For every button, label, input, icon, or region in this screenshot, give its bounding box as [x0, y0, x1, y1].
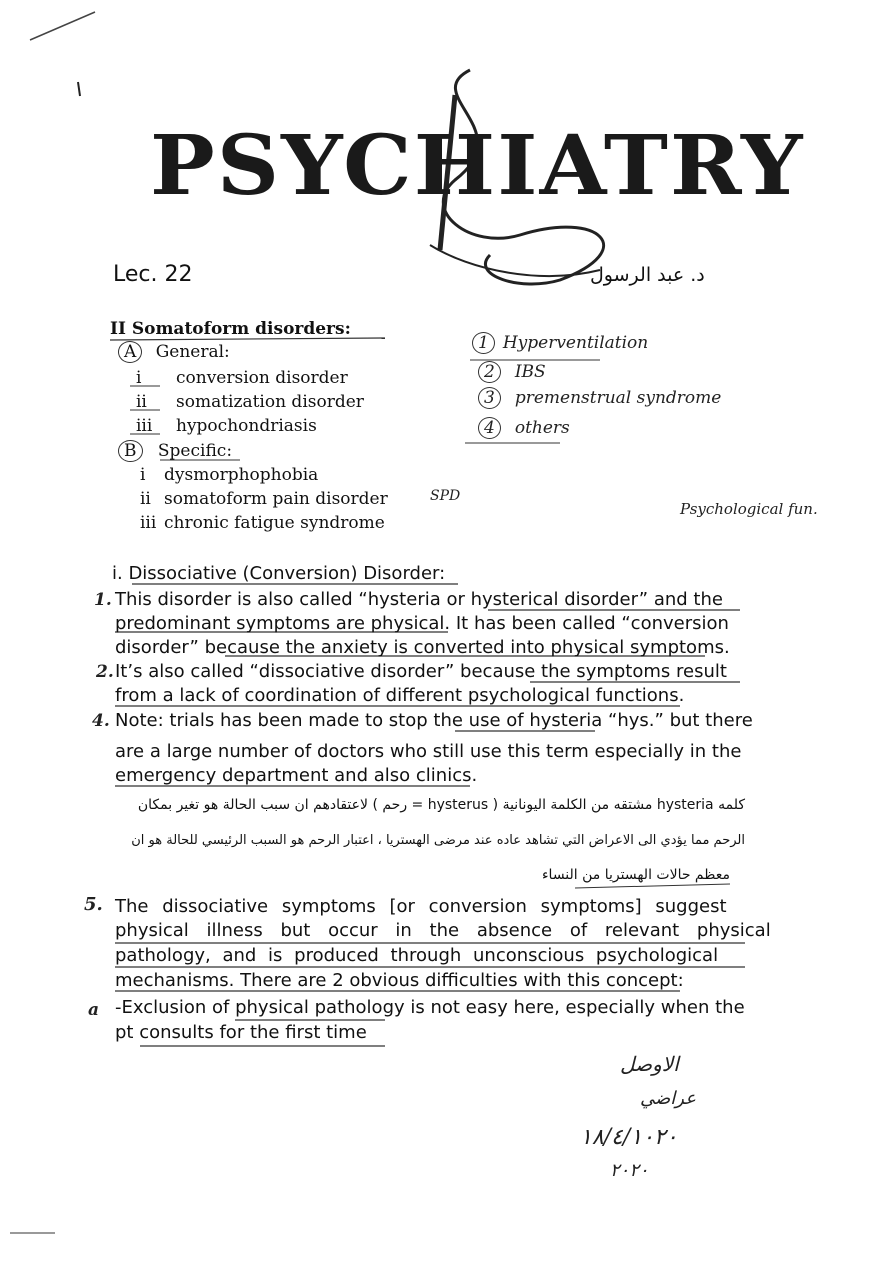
handwritten-number: 2	[478, 361, 501, 383]
paragraph-marker: 1.	[94, 590, 112, 610]
item-number: iii	[136, 416, 153, 436]
specific-marker: B	[118, 440, 143, 462]
page-title: PSYCHIATRY	[150, 118, 805, 214]
arabic-note-line: كلمه hysteria مشتقه من الكلمة اليونانية ( hysterus = رحم ) لاعتقادهم ان سبب الحالة هو تغير بمكان	[137, 797, 745, 813]
specific-label	[118, 441, 232, 461]
signature-year: ٢٠٢٠	[610, 1160, 649, 1181]
spd-note: SPD	[430, 488, 461, 504]
handwritten-item	[478, 388, 721, 408]
handwritten-text: premenstrual syndrome	[514, 388, 722, 408]
paragraph-line: Note: trials has been made to stop the use of hysteria “hys.” but there	[115, 710, 753, 731]
outline-heading: II Somatoform disorders:	[110, 319, 351, 339]
paragraph-line: This disorder is also called “hysteria or hysterical disorder” and the	[115, 589, 723, 610]
handwritten-text: IBS	[514, 362, 546, 382]
item-text: conversion disorder	[176, 368, 348, 388]
item-number: iii	[140, 513, 157, 533]
handwritten-number: 1	[472, 332, 495, 354]
specific-item	[140, 513, 385, 533]
general-item	[136, 392, 364, 412]
handwritten-item	[478, 418, 570, 438]
paragraph-line: disorder” because the anxiety is converted into physical symptoms.	[115, 637, 730, 658]
handwritten-text: Hyperventilation	[502, 333, 649, 353]
handwritten-item	[472, 333, 648, 353]
item-text: chronic fatigue syndrome	[164, 513, 385, 533]
paragraph-line: physical illness but occur in the absence of relevant physical	[115, 920, 771, 941]
general-marker: A	[118, 341, 142, 363]
item-text: somatoform pain disorder	[164, 489, 388, 509]
paragraph-line: It’s also called “dissociative disorder” because the symptoms result	[115, 661, 727, 682]
general-label	[118, 342, 230, 362]
paragraph-marker: a	[88, 1000, 100, 1020]
arabic-note-line: معظم حالات الهستريا من النساء	[541, 867, 730, 883]
paragraph-line: mechanisms. There are 2 obvious difficulties with this concept:	[115, 970, 684, 991]
handwritten-text: others	[514, 418, 570, 438]
general-text: General:	[155, 342, 230, 362]
paragraph-line: are a large number of doctors who still use this term especially in the	[115, 741, 742, 762]
item-number: ii	[136, 392, 147, 412]
paragraph-marker: 2.	[96, 662, 114, 682]
lecture-number: Lec. 22	[113, 262, 193, 287]
specific-item	[140, 489, 388, 509]
paragraph-line: -Exclusion of physical pathology is not easy here, especially when the	[115, 997, 745, 1018]
item-number: ii	[140, 489, 151, 509]
item-number: i	[140, 465, 146, 485]
paragraph-marker: 4.	[92, 711, 110, 731]
handwritten-number: 3	[478, 387, 501, 409]
item-number: i	[136, 368, 142, 388]
psych-note: Psychological fun.	[680, 500, 818, 518]
author-name: د. عبد الرسول	[590, 264, 705, 286]
general-item	[136, 416, 317, 436]
section-heading: i. Dissociative (Conversion) Disorder:	[112, 563, 446, 584]
paragraph-line: pt consults for the first time	[115, 1022, 367, 1043]
specific-text: Specific:	[157, 441, 233, 461]
handwritten-number: 4	[478, 417, 501, 439]
paragraph-line: emergency department and also clinics.	[115, 765, 478, 786]
paragraph-line: pathology, and is produced through unconscious psychological	[115, 945, 719, 966]
signature-line: الاوصل	[620, 1052, 679, 1076]
item-text: hypochondriasis	[176, 416, 317, 436]
paragraph-marker: 5.	[84, 894, 103, 915]
specific-item	[140, 465, 318, 485]
paragraph-line: predominant symptoms are physical. It has been called “conversion	[115, 613, 729, 634]
paragraph-line: from a lack of coordination of different psychological functions.	[115, 685, 685, 706]
signature-date: ١٨/٤/١٠٢٠	[580, 1125, 678, 1150]
item-text: somatization disorder	[176, 392, 364, 412]
item-text: dysmorphophobia	[164, 465, 319, 485]
handwritten-item	[478, 362, 546, 382]
paragraph-line: The dissociative symptoms [or conversion symptoms] suggest	[115, 896, 727, 917]
signature-line: عراضي	[640, 1088, 696, 1109]
arabic-note-line: الرحم مما يؤدي الى الاعراض التي تشاهد عاده عند مرضى الهستريا ، اعتبار الرحم هو السبب الرئيسي للحالة هو ان	[131, 833, 745, 848]
general-item	[136, 368, 348, 388]
